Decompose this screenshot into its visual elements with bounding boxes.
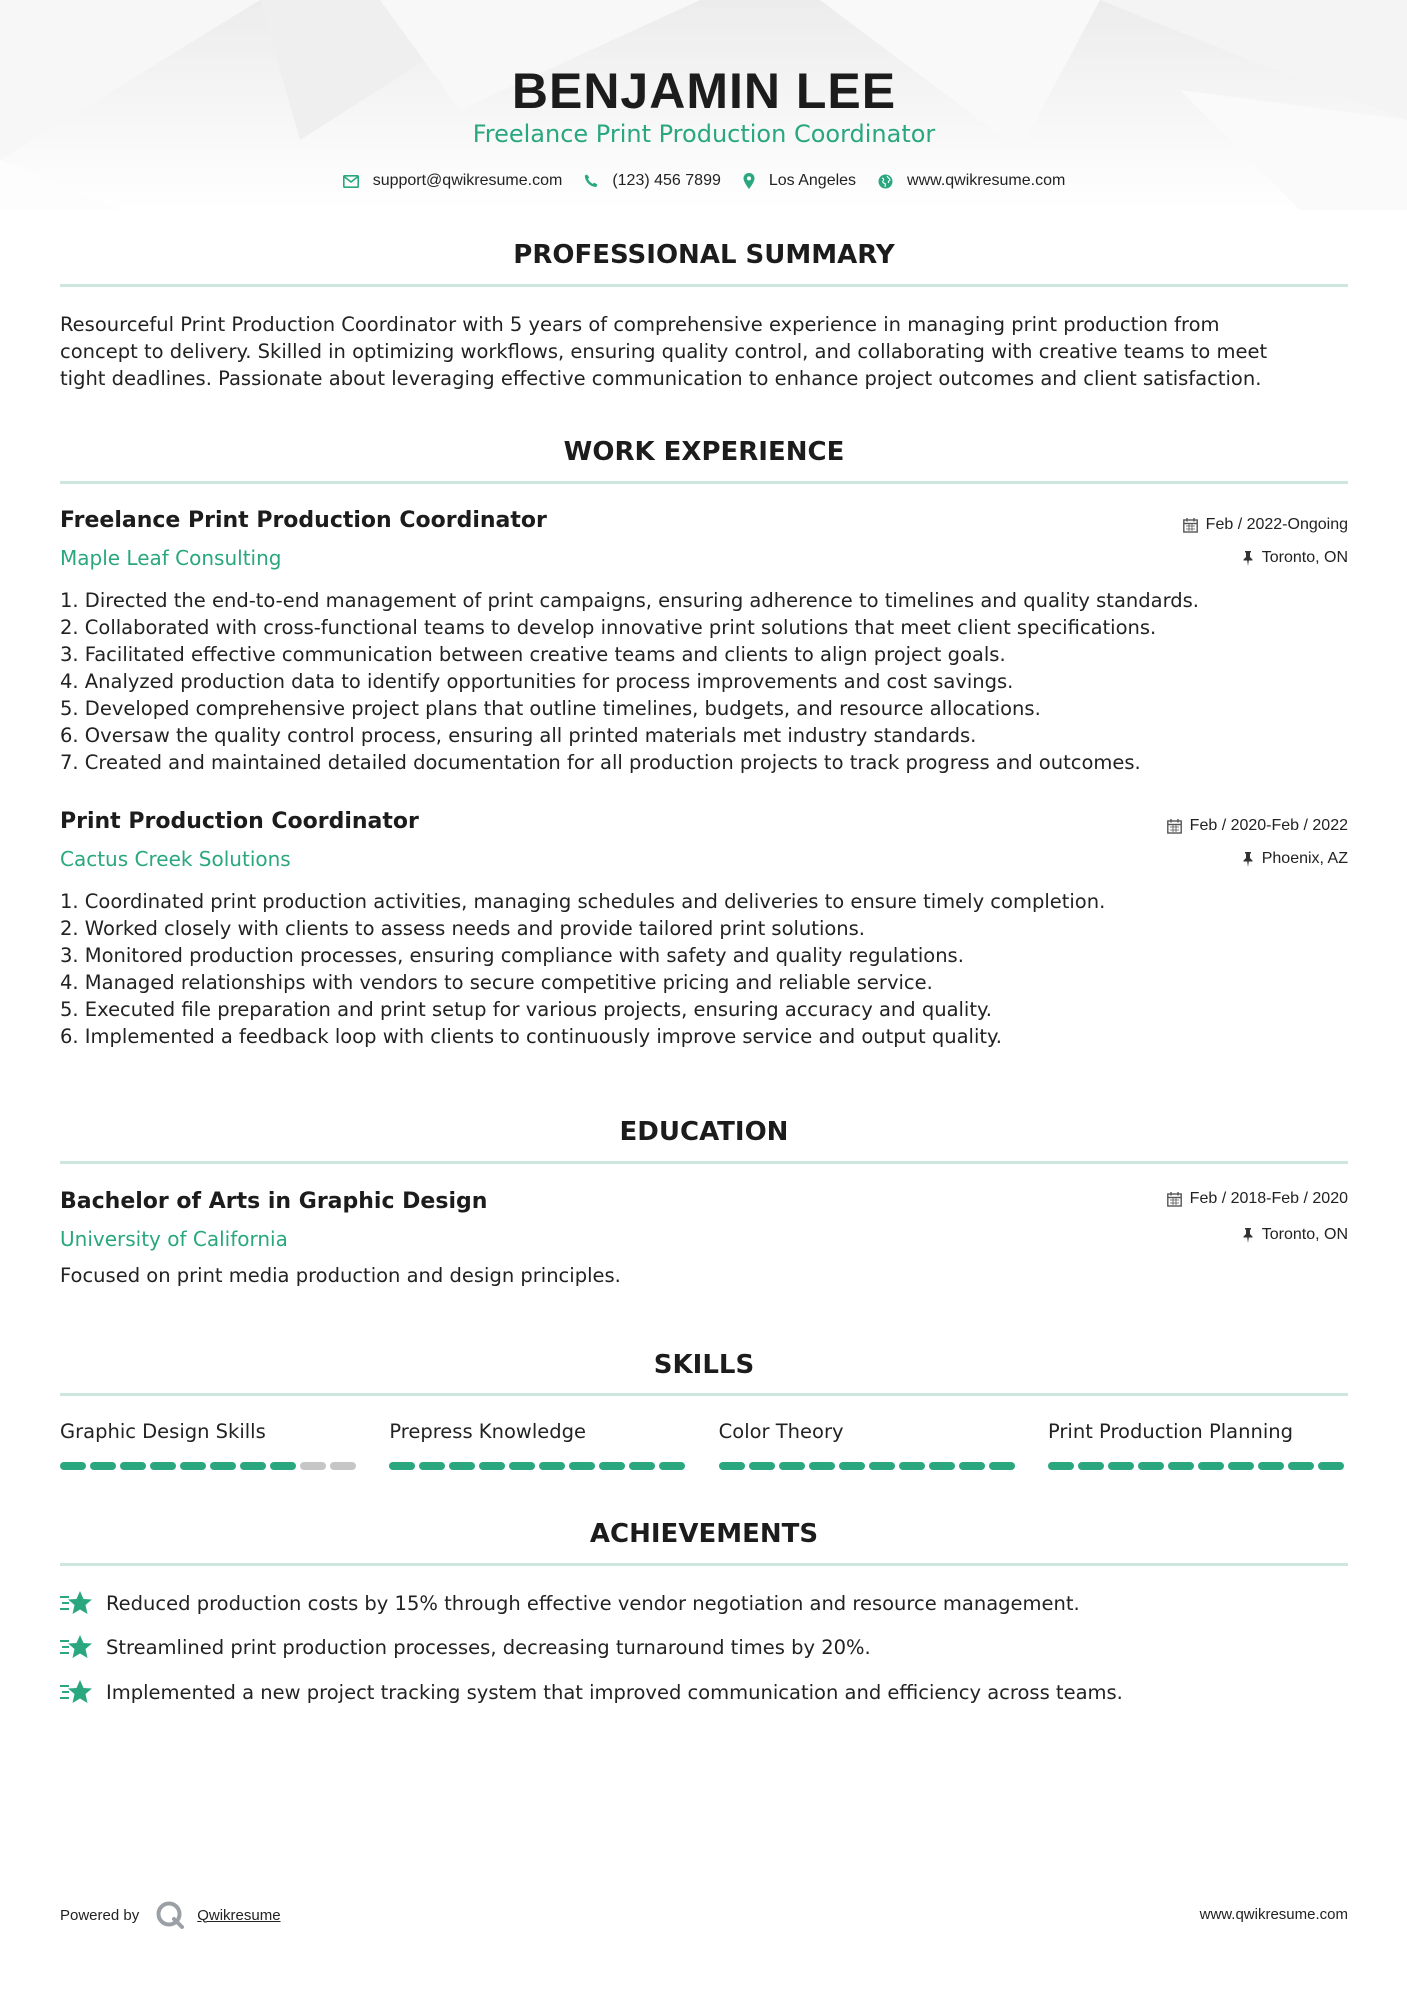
skills-divider	[60, 1393, 1348, 1396]
footer-powered-by	[60, 1900, 281, 1930]
skill-dot-filled	[899, 1462, 925, 1470]
achievement-item	[60, 1679, 1348, 1705]
skill-dot-filled	[869, 1462, 895, 1470]
summary-line: concept to delivery. Skilled in optimizing workflows, ensuring quality control, and collaborating with creative teams to meet	[60, 340, 1268, 363]
skill-item	[1048, 1420, 1348, 1470]
skill-name: Graphic Design Skills	[60, 1420, 266, 1443]
skill-name: Print Production Planning	[1047, 1420, 1293, 1443]
skill-dot-filled	[659, 1462, 685, 1470]
skill-dot-filled	[929, 1462, 955, 1470]
skill-dot-filled	[210, 1462, 236, 1470]
skill-dot-filled	[1168, 1462, 1194, 1470]
job-bullets	[60, 587, 1348, 776]
skill-dot-filled	[1258, 1462, 1284, 1470]
summary-line: tight deadlines. Passionate about leveraging effective communication to enhance project outcomes and client satisfaction.	[60, 367, 1262, 390]
skill-name: Prepress Knowledge	[389, 1420, 587, 1443]
contact-email[interactable]	[343, 172, 563, 190]
skill-level-bar	[719, 1462, 1019, 1470]
candidate-name: BENJAMIN LEE	[511, 63, 897, 119]
skill-dot-filled	[90, 1462, 116, 1470]
skill-item	[60, 1420, 360, 1470]
job-dates	[1167, 817, 1348, 835]
footer-website[interactable]: www.qwikresume.com	[1199, 1906, 1348, 1923]
skill-dot-empty	[300, 1462, 326, 1470]
envelope-icon	[343, 175, 359, 188]
education-description: Focused on print media production and design principles.	[60, 1264, 621, 1287]
skill-dot-filled	[509, 1462, 535, 1470]
job-title: Print Production Coordinator	[60, 809, 419, 834]
achievement-text: Reduced production costs by 15% through effective vendor negotiation and resource management.	[106, 1591, 1080, 1615]
education-dates	[1167, 1190, 1348, 1208]
job-bullet: 4. Managed relationships with vendors to secure competitive pricing and reliable service.	[60, 971, 933, 994]
skill-dot-filled	[629, 1462, 655, 1470]
pushpin-icon	[1242, 551, 1254, 566]
job-bullet: 2. Worked closely with clients to assess needs and provide tailored print solutions.	[60, 917, 866, 940]
skill-dot-filled	[180, 1462, 206, 1470]
job-bullet: 7. Created and maintained detailed documentation for all production projects to track progress and outcomes.	[60, 751, 1141, 774]
job-bullet: 6. Oversaw the quality control process, ensuring all printed materials met industry standards.	[60, 724, 977, 747]
contact-location	[743, 172, 856, 190]
job-bullet: 5. Executed file preparation and print setup for various projects, ensuring accuracy and quality.	[60, 998, 992, 1021]
job-dates-text: Feb / 2022-Ongoing	[1205, 516, 1348, 533]
achievement-text: Implemented a new project tracking system that improved communication and efficiency across teams.	[106, 1680, 1123, 1704]
skill-dot-filled	[1108, 1462, 1134, 1470]
skill-dot-filled	[749, 1462, 775, 1470]
skill-level-bar	[1048, 1462, 1348, 1470]
job-title: Freelance Print Production Coordinator	[60, 508, 547, 533]
job-bullet: 6. Implemented a feedback loop with clients to continuously improve service and output quality.	[60, 1025, 1002, 1048]
skill-dot-filled	[150, 1462, 176, 1470]
job-company: Maple Leaf Consulting	[60, 546, 282, 570]
contact-bar	[60, 172, 1348, 190]
skill-dot-filled	[419, 1462, 445, 1470]
job-bullet: 3. Facilitated effective communication between creative teams and clients to align project goals.	[60, 643, 1006, 666]
phone-text: (123) 456 7899	[612, 172, 721, 189]
job-bullets	[60, 888, 1348, 1050]
job-bullet: 1. Directed the end-to-end management of print campaigns, ensuring adherence to timelines and quality standards.	[60, 589, 1199, 612]
skill-item	[389, 1420, 689, 1470]
experience-divider	[60, 481, 1348, 484]
skill-dot-filled	[240, 1462, 266, 1470]
education-divider	[60, 1161, 1348, 1164]
skill-dot-filled	[989, 1462, 1015, 1470]
skill-dot-filled	[1138, 1462, 1164, 1470]
star-icon	[60, 1634, 92, 1660]
calendar-icon	[1167, 1192, 1182, 1207]
skill-dot-filled	[389, 1462, 415, 1470]
star-icon	[60, 1679, 92, 1705]
job-company: Cactus Creek Solutions	[60, 847, 291, 871]
education-location-text: Toronto, ON	[1261, 1226, 1348, 1243]
job-bullet: 5. Developed comprehensive project plans that outline timelines, budgets, and resource allocations.	[60, 697, 1041, 720]
calendar-icon	[1183, 518, 1198, 533]
experience-heading: WORK EXPERIENCE	[563, 437, 845, 467]
skill-dot-filled	[1318, 1462, 1344, 1470]
job-bullet: 3. Monitored production processes, ensuring compliance with safety and quality regulations.	[60, 944, 964, 967]
website-text: www.qwikresume.com	[907, 172, 1066, 189]
qwikresume-link[interactable]: Qwikresume	[197, 1906, 281, 1924]
job-bullet: 4. Analyzed production data to identify opportunities for process improvements and cost savings.	[60, 670, 1014, 693]
job-bullet: 2. Collaborated with cross-functional teams to develop innovative print solutions that meet client specifications.	[60, 616, 1157, 639]
job-location	[1242, 549, 1348, 567]
summary-line: Resourceful Print Production Coordinator with 5 years of comprehensive experience in managing print production from	[60, 313, 1220, 336]
qwikresume-logo-icon	[155, 1900, 185, 1930]
skill-dot-filled	[1198, 1462, 1224, 1470]
calendar-icon	[1167, 819, 1182, 834]
summary-text	[60, 311, 1348, 392]
education-location	[1242, 1226, 1348, 1244]
job-location	[1242, 850, 1348, 868]
achievements-heading: ACHIEVEMENTS	[589, 1519, 819, 1549]
job-dates-text: Feb / 2020-Feb / 2022	[1189, 817, 1348, 834]
skill-dot-filled	[120, 1462, 146, 1470]
job-bullet: 1. Coordinated print production activities, managing schedules and deliveries to ensure timely completion.	[60, 890, 1106, 913]
job-location-text: Phoenix, AZ	[1261, 850, 1348, 867]
map-pin-icon	[743, 173, 755, 189]
skill-dot-filled	[449, 1462, 475, 1470]
achievement-text: Streamlined print production processes, decreasing turnaround times by 20%.	[106, 1635, 871, 1659]
school-name: University of California	[60, 1227, 288, 1251]
achievement-item	[60, 1590, 1348, 1616]
skill-dot-filled	[479, 1462, 505, 1470]
skill-dot-filled	[1078, 1462, 1104, 1470]
powered-by-label: Powered by	[60, 1906, 140, 1924]
skill-dot-filled	[599, 1462, 625, 1470]
summary-divider	[60, 284, 1348, 287]
globe-icon	[878, 174, 893, 189]
pushpin-icon	[1242, 852, 1254, 867]
skill-dot-filled	[839, 1462, 865, 1470]
skill-dot-filled	[809, 1462, 835, 1470]
skills-list	[60, 1420, 1348, 1470]
skill-dot-filled	[1048, 1462, 1074, 1470]
education-dates-text: Feb / 2018-Feb / 2020	[1189, 1190, 1348, 1207]
skill-dot-filled	[959, 1462, 985, 1470]
skill-dot-empty	[330, 1462, 356, 1470]
education-heading: EDUCATION	[619, 1117, 789, 1147]
achievement-item	[60, 1634, 1348, 1660]
skill-dot-filled	[1228, 1462, 1254, 1470]
achievements-divider	[60, 1563, 1348, 1566]
contact-phone[interactable]	[584, 172, 721, 190]
skill-name: Color Theory	[718, 1420, 844, 1443]
phone-icon	[584, 174, 598, 188]
skill-dot-filled	[779, 1462, 805, 1470]
candidate-title: Freelance Print Production Coordinator	[472, 120, 936, 148]
email-text: support@qwikresume.com	[372, 172, 563, 189]
skill-dot-filled	[719, 1462, 745, 1470]
skill-dot-filled	[1288, 1462, 1314, 1470]
job-dates	[1183, 516, 1348, 534]
skill-level-bar	[60, 1462, 360, 1470]
location-text: Los Angeles	[768, 172, 857, 189]
pushpin-icon	[1242, 1228, 1254, 1243]
skills-heading: SKILLS	[653, 1350, 755, 1380]
summary-heading: PROFESSIONAL SUMMARY	[513, 240, 895, 270]
job-location-text: Toronto, ON	[1261, 549, 1348, 566]
skill-item	[719, 1420, 1019, 1470]
star-icon	[60, 1590, 92, 1616]
skill-dot-filled	[539, 1462, 565, 1470]
skill-dot-filled	[270, 1462, 296, 1470]
skill-dot-filled	[569, 1462, 595, 1470]
skill-dot-filled	[60, 1462, 86, 1470]
degree-title: Bachelor of Arts in Graphic Design	[60, 1189, 488, 1214]
contact-website[interactable]	[878, 172, 1065, 190]
skill-level-bar	[389, 1462, 689, 1470]
